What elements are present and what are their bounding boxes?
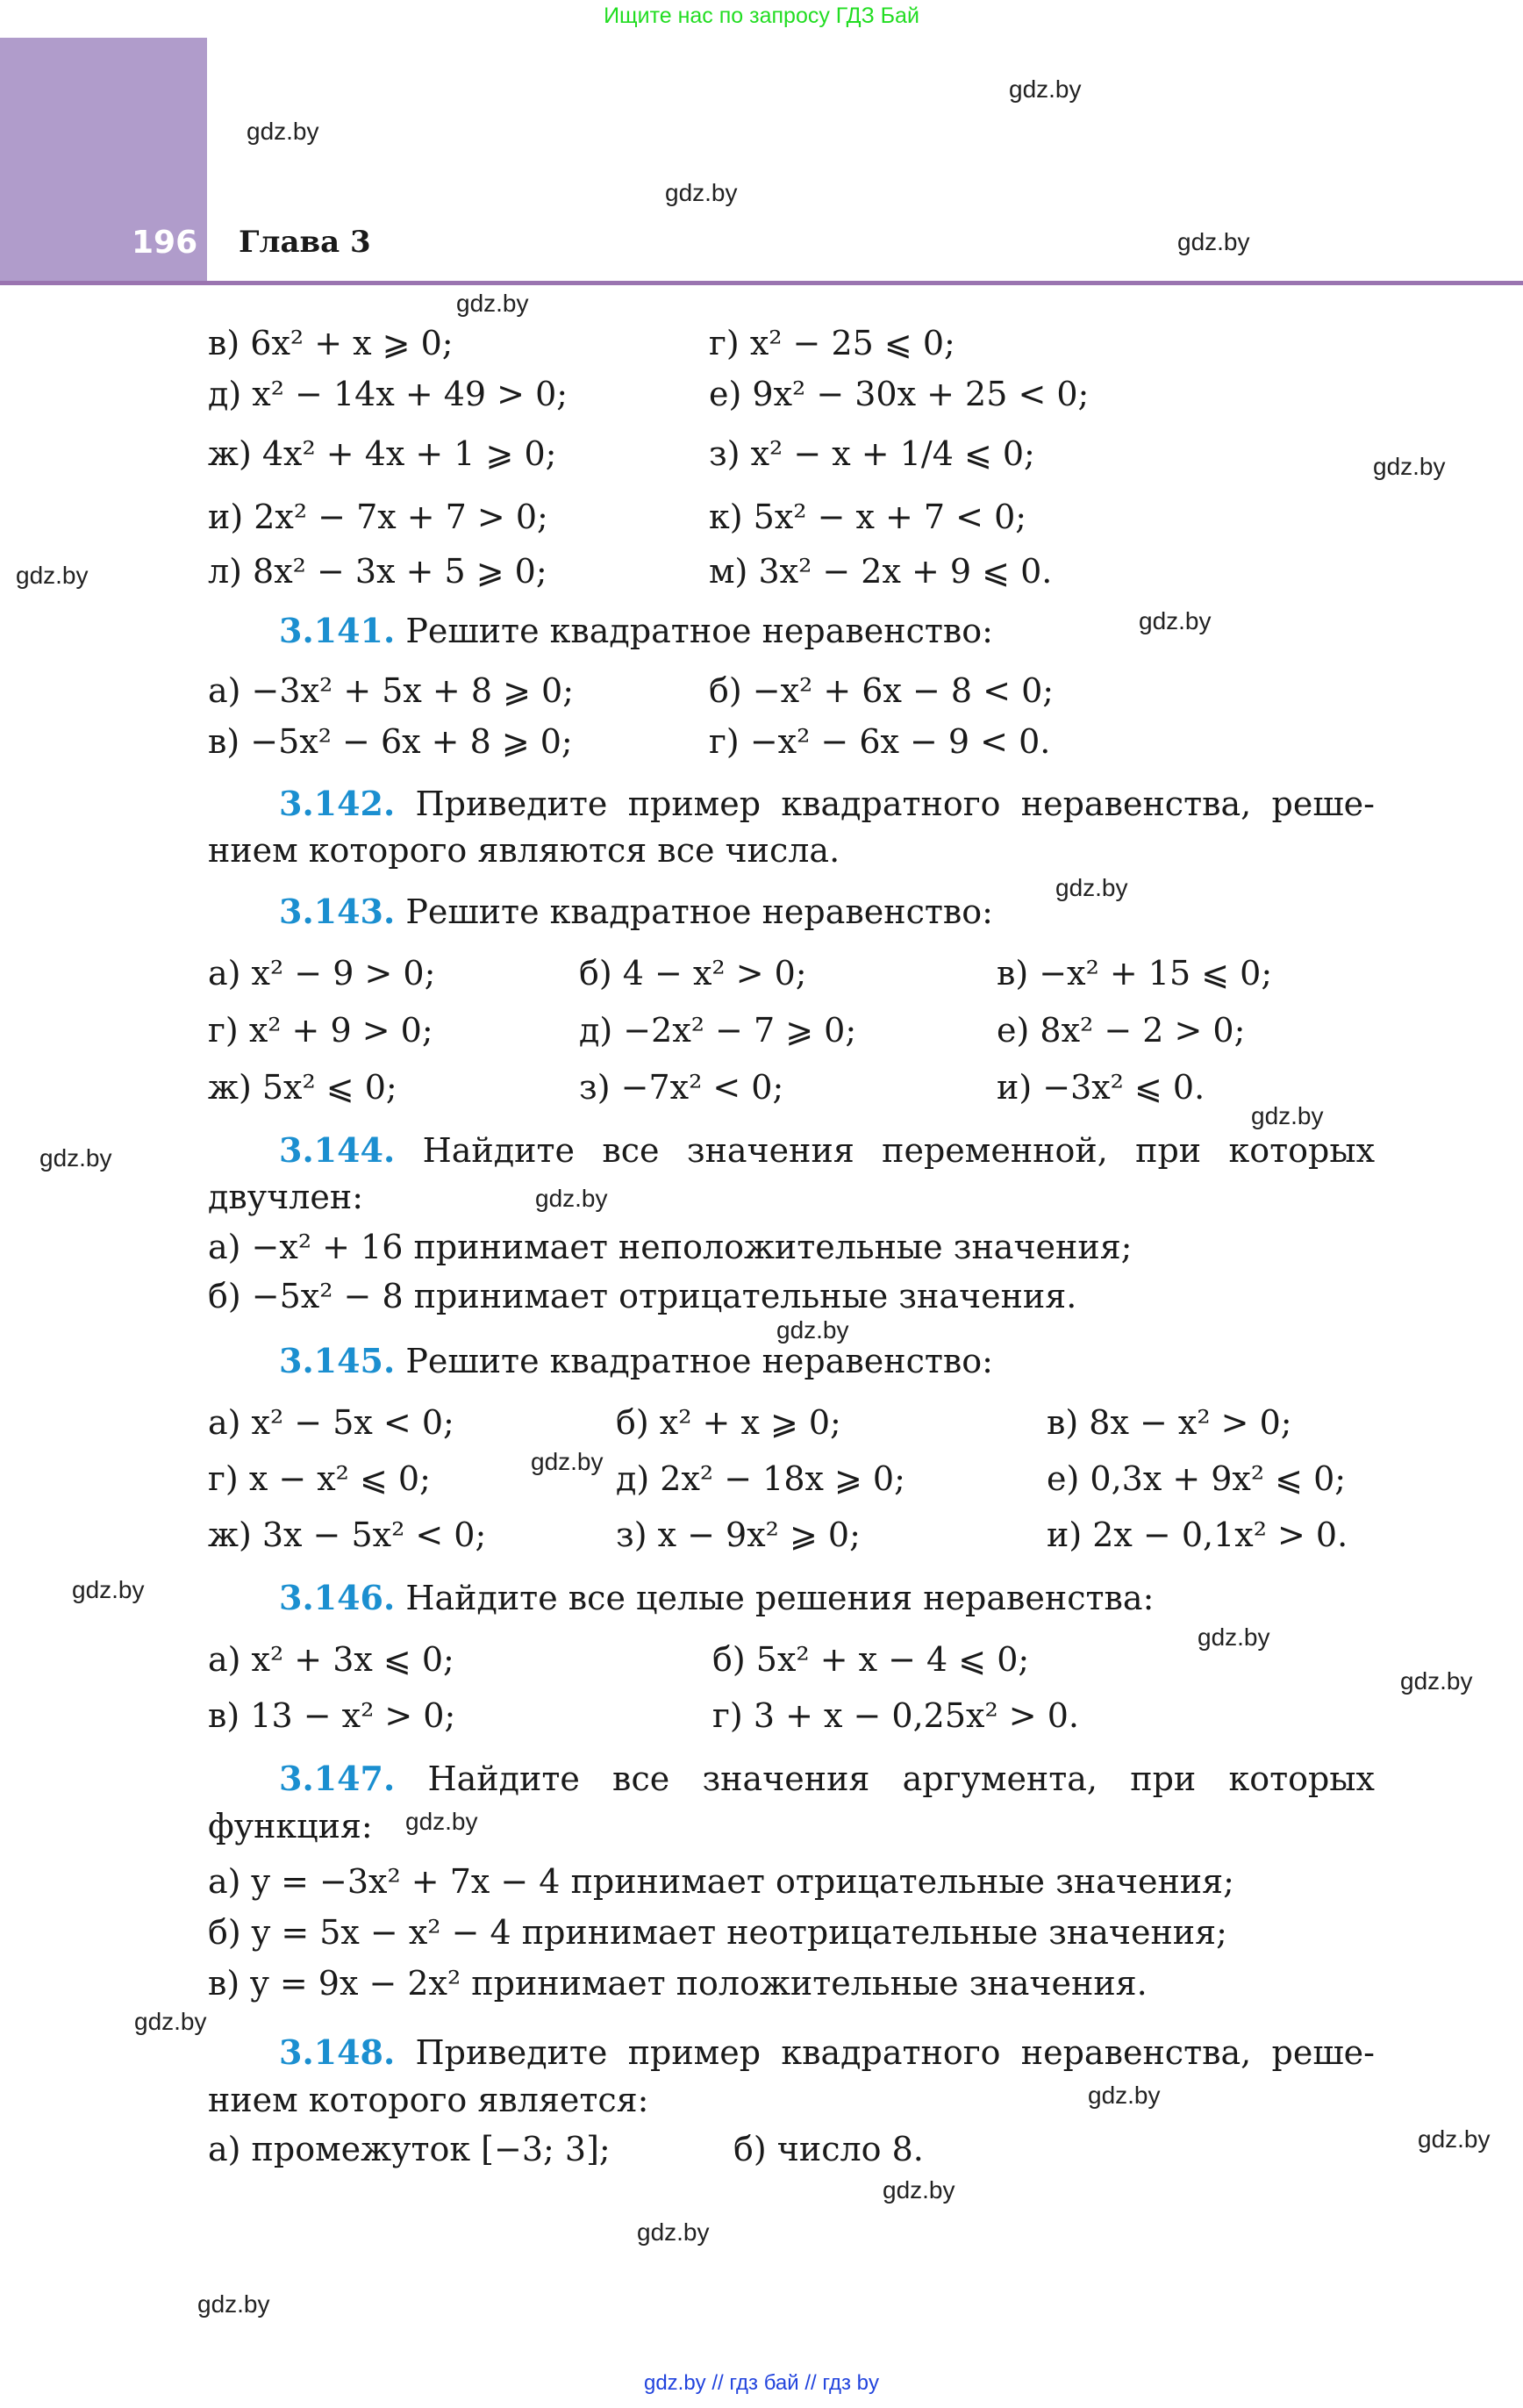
watermark: gdz.by: [1139, 607, 1212, 634]
inequality-item: к) 5x² − x + 7 < 0;: [709, 498, 1027, 536]
watermark: gdz.by: [39, 1144, 112, 1172]
inequality-item: з) x − 9x² ⩾ 0;: [616, 1516, 861, 1554]
inequality-item: д) 2x² − 18x ⩾ 0;: [616, 1459, 905, 1498]
inequality-item: в) −5x² − 6x + 8 ⩾ 0;: [208, 722, 573, 761]
inequality-item: г) x − x² ⩽ 0;: [208, 1459, 431, 1498]
inequality-item: г) −x² − 6x − 9 < 0.: [709, 722, 1051, 761]
watermark: gdz.by: [247, 118, 319, 145]
problem-3-147-heading: [208, 1759, 1375, 1798]
watermark: gdz.by: [1418, 2125, 1491, 2153]
condition-item: в) y = 9x − 2x² принимает положительные значения.: [208, 1964, 1148, 2003]
problem-text-continued: функция:: [208, 1807, 373, 1845]
problem-text: Приведите пример квадратного неравенства, реше-: [415, 2033, 1375, 2072]
problem-3-142-heading: [208, 784, 1375, 823]
condition-item: б) y = 5x − x² − 4 принимает неотрицательные значения;: [208, 1913, 1227, 1952]
watermark: gdz.by: [637, 2218, 710, 2246]
watermark: gdz.by: [1373, 453, 1446, 480]
inequality-item: г) 3 + x − 0,25x² > 0.: [712, 1696, 1079, 1735]
top-banner: Ищите нас по запросу ГДЗ Бай: [604, 4, 919, 28]
inequality-item: б) −x² + 6x − 8 < 0;: [709, 671, 1055, 710]
inequality-item: г) x² + 9 > 0;: [208, 1011, 433, 1050]
problem-number: 3.145.: [279, 1341, 396, 1380]
inequality-item: е) 0,3x + 9x² ⩽ 0;: [1047, 1459, 1347, 1498]
problem-text: Найдите все целые решения неравенства:: [405, 1579, 1155, 1617]
inequality-item: б) 5x² + x − 4 ⩽ 0;: [712, 1640, 1030, 1679]
problem-3-143-heading: [279, 892, 993, 931]
inequality-item: д) x² − 14x + 49 > 0;: [208, 375, 568, 413]
problem-number: 3.143.: [279, 892, 396, 931]
problem-text: Найдите все значения переменной, при которых: [422, 1131, 1375, 1170]
header-divider: [0, 281, 1523, 285]
inequality-item: д) −2x² − 7 ⩾ 0;: [579, 1011, 857, 1050]
problem-number: 3.146.: [279, 1578, 396, 1617]
inequality-item: и) 2x − 0,1x² > 0.: [1047, 1516, 1348, 1554]
problem-3-141-heading: [279, 611, 993, 650]
inequality-item: а) x² − 5x < 0;: [208, 1403, 454, 1442]
watermark: gdz.by: [405, 1808, 478, 1835]
inequality-item: а) x² + 3x ⩽ 0;: [208, 1640, 454, 1679]
inequality-item: а) x² − 9 > 0;: [208, 954, 436, 993]
problem-3-148-heading: [208, 2032, 1375, 2072]
watermark: gdz.by: [1400, 1667, 1473, 1695]
problem-number: 3.148.: [279, 2032, 396, 2072]
inequality-item: е) 9x² − 30x + 25 < 0;: [709, 375, 1090, 413]
inequality-item: е) 8x² − 2 > 0;: [997, 1011, 1246, 1050]
problem-text: Решите квадратное неравенство:: [405, 892, 993, 931]
problem-3-145-heading: [279, 1341, 993, 1380]
problem-text: Решите квадратное неравенство:: [405, 1342, 993, 1380]
page-number: 196: [132, 225, 198, 261]
problem-text: Решите квадратное неравенство:: [405, 612, 993, 650]
condition-item: б) число 8.: [733, 2130, 924, 2168]
inequality-item: и) −3x² ⩽ 0.: [997, 1068, 1205, 1107]
watermark: gdz.by: [1088, 2082, 1161, 2109]
inequality-item: з) x² − x + 1/4 ⩽ 0;: [709, 434, 1035, 473]
watermark: gdz.by: [1009, 75, 1082, 103]
inequality-item: и) 2x² − 7x + 7 > 0;: [208, 498, 548, 536]
inequality-item: в) 6x² + x ⩾ 0;: [208, 324, 454, 362]
inequality-item: л) 8x² − 3x + 5 ⩾ 0;: [208, 552, 547, 591]
watermark: gdz.by: [883, 2176, 955, 2204]
problem-3-144-heading: [208, 1130, 1375, 1170]
problem-text: Приведите пример квадратного неравенства, реше-: [415, 785, 1375, 823]
problem-text: Найдите все значения аргумента, при которых: [427, 1759, 1375, 1798]
problem-number: 3.142.: [279, 784, 396, 823]
watermark: gdz.by: [1251, 1102, 1324, 1129]
watermark: gdz.by: [72, 1576, 145, 1603]
watermark: gdz.by: [1055, 874, 1128, 901]
inequality-item: г) x² − 25 ⩽ 0;: [709, 324, 955, 362]
inequality-item: б) x² + x ⩾ 0;: [616, 1403, 841, 1442]
problem-number: 3.147.: [279, 1759, 396, 1798]
inequality-item: ж) 3x − 5x² < 0;: [208, 1516, 487, 1554]
watermark: gdz.by: [531, 1448, 604, 1475]
condition-item: а) y = −3x² + 7x − 4 принимает отрицательные значения;: [208, 1862, 1234, 1901]
problem-text-continued: двучлен:: [208, 1178, 364, 1216]
problem-number: 3.141.: [279, 611, 396, 650]
footer-links: gdz.by // гдз бай // гдз by: [643, 2371, 880, 2395]
problem-number: 3.144.: [279, 1130, 396, 1170]
condition-item: б) −5x² − 8 принимает отрицательные значения.: [208, 1277, 1077, 1315]
watermark: gdz.by: [1198, 1623, 1270, 1651]
inequality-item: з) −7x² < 0;: [579, 1068, 784, 1107]
inequality-item: ж) 4x² + 4x + 1 ⩾ 0;: [208, 434, 557, 473]
watermark: gdz.by: [16, 562, 89, 589]
inequality-item: м) 3x² − 2x + 9 ⩽ 0.: [709, 552, 1053, 591]
watermark: gdz.by: [776, 1316, 849, 1344]
watermark: gdz.by: [134, 2008, 207, 2035]
inequality-item: в) 8x − x² > 0;: [1047, 1403, 1292, 1442]
inequality-item: а) −3x² + 5x + 8 ⩾ 0;: [208, 671, 574, 710]
problem-text-continued: нием которого является:: [208, 2081, 649, 2119]
watermark: gdz.by: [535, 1185, 608, 1212]
watermark: gdz.by: [456, 290, 529, 317]
problem-3-146-heading: [279, 1578, 1155, 1617]
chapter-title: Глава 3: [239, 225, 371, 260]
inequality-item: ж) 5x² ⩽ 0;: [208, 1068, 397, 1107]
inequality-item: в) −x² + 15 ⩽ 0;: [997, 954, 1273, 993]
watermark: gdz.by: [665, 179, 738, 206]
problem-text-continued: нием которого являются все числа.: [208, 831, 840, 870]
watermark: gdz.by: [1177, 228, 1250, 255]
inequality-item: в) 13 − x² > 0;: [208, 1696, 456, 1735]
condition-item: а) −x² + 16 принимает неположительные значения;: [208, 1228, 1133, 1266]
watermark: gdz.by: [197, 2290, 270, 2318]
inequality-item: б) 4 − x² > 0;: [579, 954, 807, 993]
condition-item: а) промежуток [−3; 3];: [208, 2130, 611, 2168]
